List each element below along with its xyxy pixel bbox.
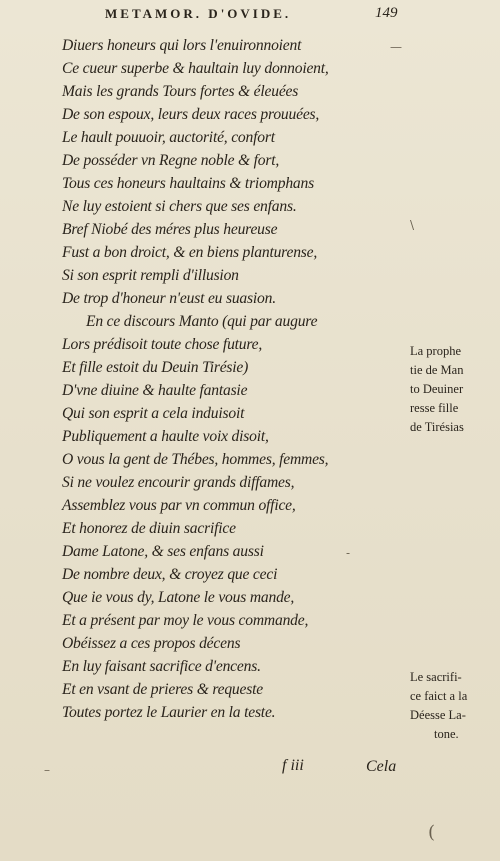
verse-line: Bref Niobé des méres plus heureuse bbox=[62, 221, 278, 238]
verse-line: En ce discours Manto (qui par augure bbox=[86, 313, 318, 330]
stray-mark: ( bbox=[428, 822, 436, 843]
margin-note-prophecy bbox=[410, 342, 500, 437]
verse-line: Toutes portez le Laurier en la teste. bbox=[62, 704, 276, 721]
verse-line: Ce cueur superbe & haultain luy donnoient, bbox=[62, 60, 329, 77]
verse-line: De trop d'honeur n'eust eu suasion. bbox=[62, 290, 276, 307]
margin-note-sacrifice bbox=[410, 668, 500, 744]
verse-line: Tous ces honeurs haultains & triomphans bbox=[62, 175, 314, 192]
margin-note-line: de Tirésias bbox=[410, 420, 464, 434]
stray-mark: \ bbox=[410, 218, 415, 232]
verse-line: Obéissez a ces propos décens bbox=[62, 635, 241, 652]
margin-note-line: Le sacrifi- bbox=[410, 670, 462, 684]
verse-line: Et a présent par moy le vous commande, bbox=[62, 612, 309, 629]
verse-line: Et en vsant de prieres & requeste bbox=[62, 681, 263, 698]
margin-note-line: tie de Man bbox=[410, 363, 464, 377]
verse-line: Assemblez vous par vn commun office, bbox=[62, 497, 296, 514]
verse-line: Ne luy estoient si chers que ses enfans. bbox=[62, 198, 297, 215]
catchword: Cela bbox=[366, 758, 397, 775]
verse-line: Diuers honeurs qui lors l'enuironnoient bbox=[62, 37, 302, 54]
stray-mark: – bbox=[44, 763, 50, 777]
verse-line: Si ne voulez encourir grands diffames, bbox=[62, 474, 295, 491]
margin-note-line: to Deuiner bbox=[410, 382, 464, 396]
verse-line: O vous la gent de Thébes, hommes, femmes, bbox=[62, 451, 329, 468]
page-header bbox=[95, 6, 495, 26]
verse-line: Que ie vous dy, Latone le vous mande, bbox=[62, 589, 295, 606]
verse-line: Et fille estoit du Deuin Tirésie) bbox=[62, 359, 249, 376]
margin-note-line: Déesse La- bbox=[410, 708, 466, 722]
verse-line: Publiquement a haulte voix disoit, bbox=[62, 428, 269, 445]
verse-line: Lors prédisoit toute chose future, bbox=[62, 336, 263, 353]
verse-line: Fust a bon droict, & en biens planturense, bbox=[62, 244, 318, 261]
margin-note-line: resse fille bbox=[410, 401, 459, 415]
margin-note-line: La prophe bbox=[410, 344, 462, 358]
verse-line: Mais les grands Tours fortes & éleuées bbox=[62, 83, 299, 100]
verse-line: De posséder vn Regne noble & fort, bbox=[62, 152, 280, 169]
margin-note-line: ce faict a la bbox=[410, 689, 468, 703]
verse-line: En luy faisant sacrifice d'encens. bbox=[62, 658, 261, 675]
page-number: 149 bbox=[375, 5, 398, 21]
signature-mark: f iii bbox=[282, 757, 304, 774]
verse-block bbox=[62, 34, 402, 724]
verse-line: Dame Latone, & ses enfans aussi bbox=[62, 543, 264, 560]
stray-mark: - bbox=[346, 546, 351, 560]
verse-line: Si son esprit rempli d'illusion bbox=[62, 267, 239, 284]
running-head: METAMOR. D'OVIDE. bbox=[105, 6, 292, 21]
stray-mark: — bbox=[390, 40, 402, 54]
verse-line: Et honorez de diuin sacrifice bbox=[62, 520, 236, 537]
verse-line: D'vne diuine & haulte fantasie bbox=[62, 382, 248, 399]
verse-line: Le hault pouuoir, auctorité, confort bbox=[62, 129, 275, 146]
verse-line: Qui son esprit a cela induisoit bbox=[62, 405, 245, 422]
verse-line: De son espoux, leurs deux races prouuées, bbox=[62, 106, 320, 123]
verse-line: De nombre deux, & croyez que ceci bbox=[62, 566, 278, 583]
margin-note-line: tone. bbox=[434, 727, 459, 741]
